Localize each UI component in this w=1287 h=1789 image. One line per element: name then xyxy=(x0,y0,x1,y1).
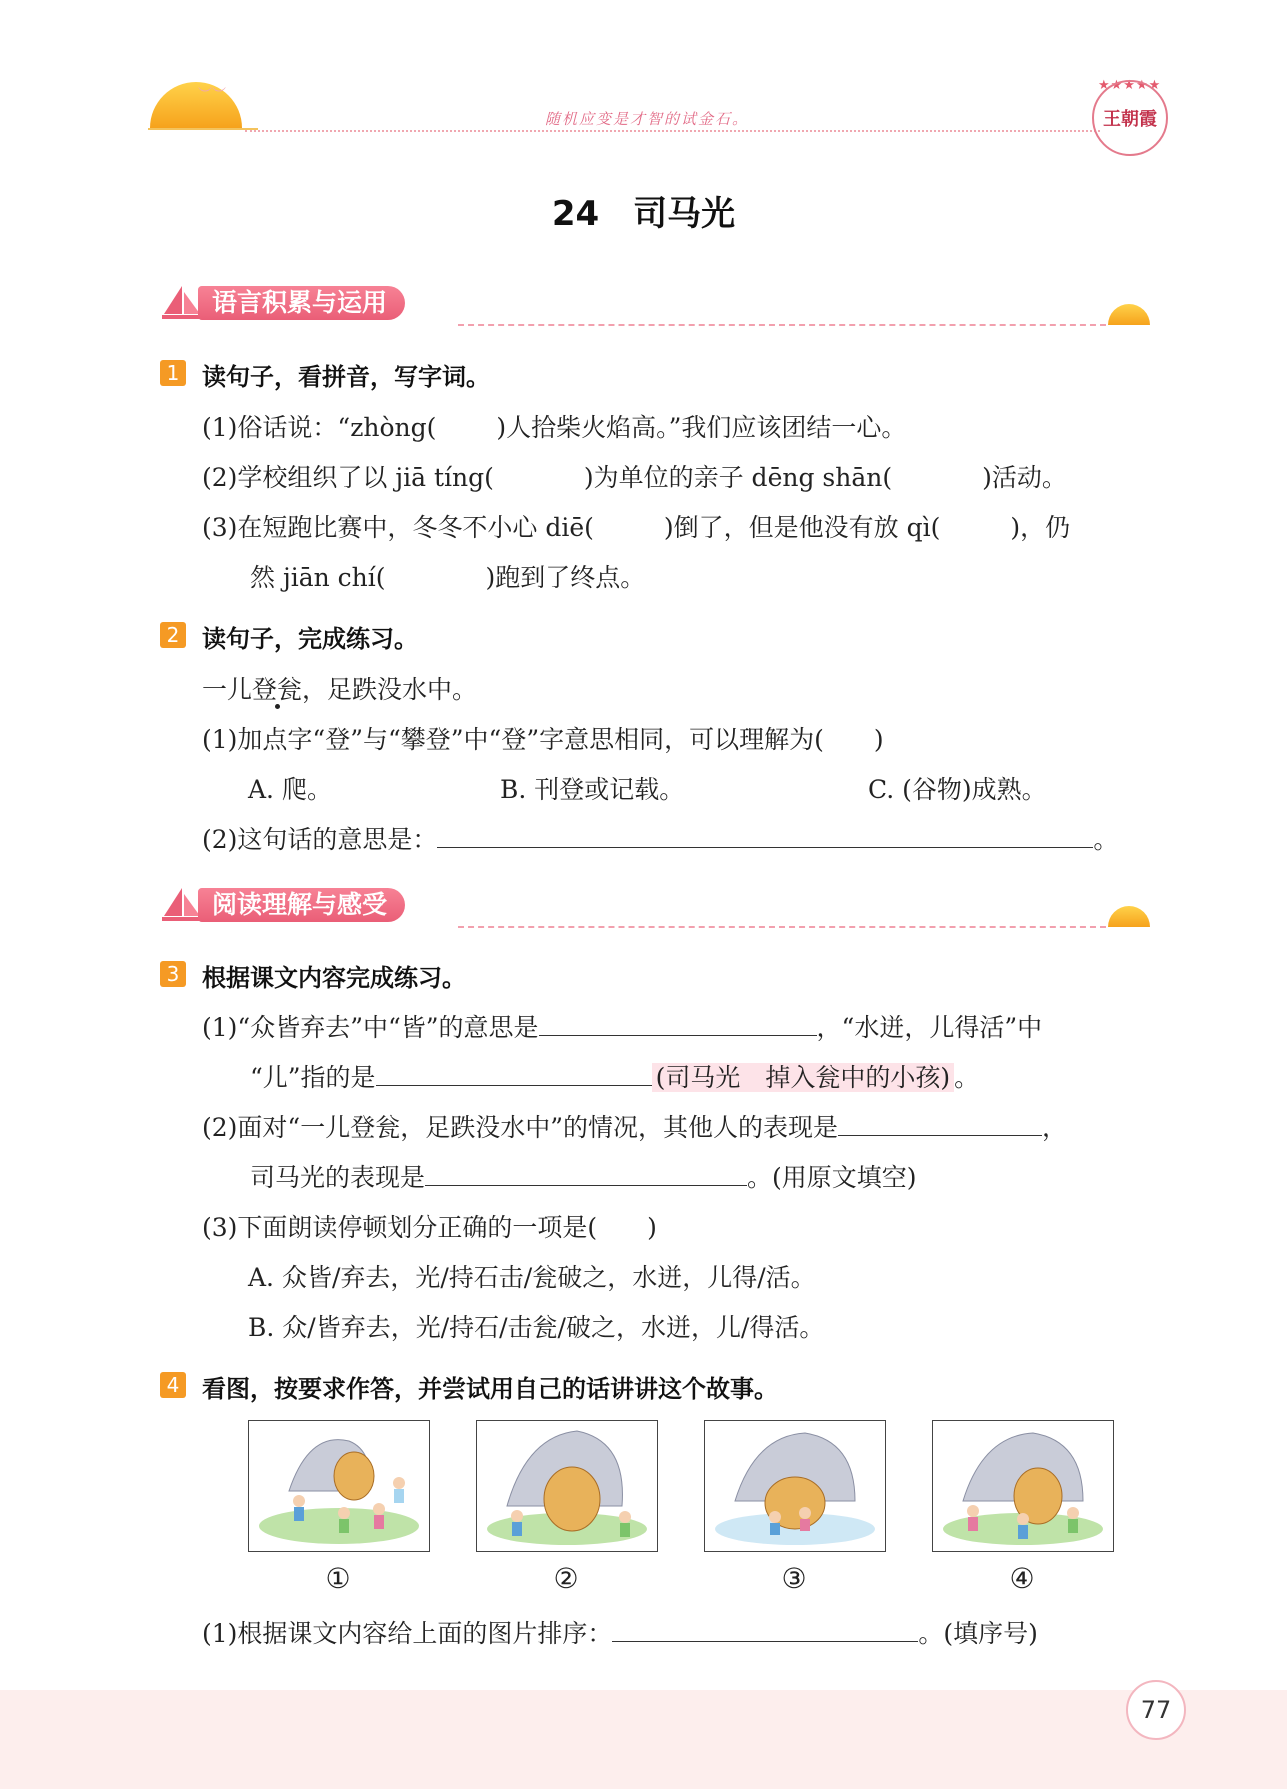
section-sun-icon xyxy=(1108,906,1150,927)
picture-label-4: ④ xyxy=(1009,1562,1035,1595)
answer-blank[interactable] xyxy=(539,1011,817,1036)
q1-item-3-cont: 然 jiān chí( )跑到了终点。 xyxy=(250,563,646,592)
header-motto: 随机应变是才智的试金石。 xyxy=(545,110,750,128)
story-picture-3 xyxy=(704,1420,886,1552)
answer-blank[interactable] xyxy=(838,1111,1042,1136)
q3-line-1: (1)“众皆弃去”中“皆”的意思是 ，“水迸，儿得活”中 xyxy=(202,1013,1043,1042)
page-number: 77 xyxy=(1126,1680,1186,1740)
q1-item-1: (1)俗话说：“zhòng( )人拾柴火焰高。”我们应该团结一心。 xyxy=(202,413,907,442)
picture-label-3: ③ xyxy=(781,1562,807,1595)
author-seal xyxy=(1092,80,1168,156)
q3-line-2: “儿”指的是 (司马光 掉入瓮中的小孩) 。 xyxy=(250,1063,980,1092)
section-sun-icon xyxy=(1108,304,1150,325)
q2-sub1: (1)加点字“登”与“攀登”中“登”字意思相同，可以理解为( ) xyxy=(202,725,884,754)
story-picture-4 xyxy=(932,1420,1114,1552)
page-title: 24 司马光 xyxy=(551,194,736,234)
header-sun-icon xyxy=(150,82,242,128)
q3-line-5: (3)下面朗读停顿划分正确的一项是( ) xyxy=(202,1213,657,1242)
section-divider xyxy=(458,324,1106,326)
answer-blank[interactable] xyxy=(612,1617,918,1642)
q3-option-a: A. 众皆/弃去，光/持石击/瓮破之，水迸，儿得/活。 xyxy=(248,1263,816,1292)
header-divider xyxy=(245,130,1100,132)
picture-label-2: ② xyxy=(553,1562,579,1595)
answer-blank[interactable] xyxy=(425,1161,747,1186)
header-sun-horizon xyxy=(148,128,258,130)
emphasis-dot xyxy=(275,704,280,709)
question-number: 4 xyxy=(160,1372,186,1398)
story-picture-1 xyxy=(248,1420,430,1552)
question-title: 看图，按要求作答，并尝试用自己的话讲讲这个故事。 xyxy=(202,1375,778,1403)
footer-band xyxy=(0,1690,1287,1789)
q3-line-4: 司马光的表现是 。(用原文填空) xyxy=(250,1163,917,1192)
picture-label-1: ① xyxy=(325,1562,351,1595)
q3-line-3: (2)面对“一儿登瓮，足跌没水中”的情况，其他人的表现是 ， xyxy=(202,1113,1067,1142)
question-title: 读句子，完成练习。 xyxy=(202,625,418,653)
section-label: 阅读理解与感受 xyxy=(198,888,405,922)
q1-item-3: (3)在短跑比赛中，冬冬不小心 diē( )倒了，但是他没有放 qì( )，仍 xyxy=(202,513,1071,542)
question-title: 根据课文内容完成练习。 xyxy=(202,964,466,992)
question-number: 2 xyxy=(160,622,186,648)
answer-blank[interactable] xyxy=(376,1061,652,1086)
q1-item-2: (2)学校组织了以 jiā tíng( )为单位的亲子 dēng shān( )活动。 xyxy=(202,463,1067,492)
choice-highlight: (司马光 掉入瓮中的小孩) xyxy=(652,1063,955,1092)
q2-sentence: 一儿登瓮，足跌没水中。 xyxy=(202,675,478,704)
seal-stars: ★★★★★ xyxy=(1098,78,1162,93)
bird-icon: ︶︶ xyxy=(198,87,226,103)
question-title: 读句子，看拼音，写字词。 xyxy=(202,363,490,391)
q2-sub2: (2)这句话的意思是： 。 xyxy=(202,825,1119,854)
q4-sub1: (1)根据课文内容给上面的图片排序： 。(填序号) xyxy=(202,1619,1038,1648)
q2-option-c: C. (谷物)成熟。 xyxy=(868,775,1047,804)
question-number: 1 xyxy=(160,360,186,386)
q2-option-b: B. 刊登或记载。 xyxy=(500,775,685,804)
section-label: 语言积累与运用 xyxy=(198,286,405,320)
question-number: 3 xyxy=(160,961,186,987)
seal-text: 王朝霞 xyxy=(1103,109,1157,130)
q2-option-a: A. 爬。 xyxy=(248,775,332,804)
story-picture-2 xyxy=(476,1420,658,1552)
answer-blank[interactable] xyxy=(437,823,1093,848)
section-divider xyxy=(458,926,1106,928)
q3-option-b: B. 众/皆弃去，光/持石/击瓮/破之，水迸，儿/得活。 xyxy=(248,1313,825,1342)
